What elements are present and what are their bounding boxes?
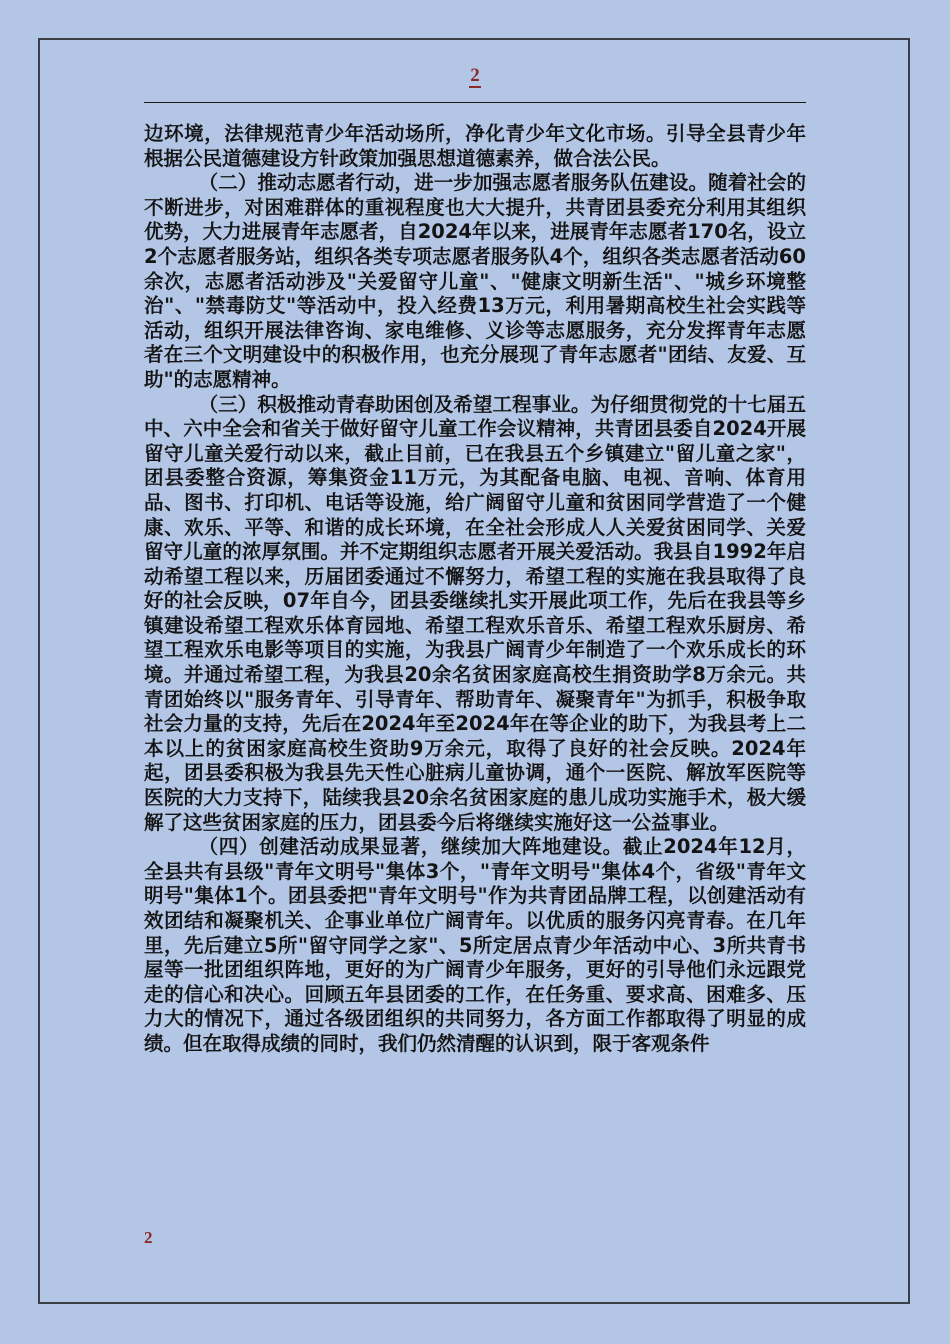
header-divider [144, 102, 806, 103]
paragraph-creation-activities: （四）创建活动成果显著，继续加大阵地建设。截止2024年12月，全县共有县级"青年文明号"集体3个，"青年文明号"集体4个，省级"青年文明号"集体1个。团县委把"青年文明号"作为共青团品牌工程，以创建活动有效团结和凝聚机关、企事业单位广阔青年。以优质的服务闪亮青春。在几年里，先后建立5所"留守同学之家"、5所定居点青少年活动中心、3所共青书屋等一批团组织阵地，更好的为广阔青少年服务，更好的引导他们永远跟党走的信心和决心。回顾五年县团委的工作，在任务重、要求高、困难多、压力大的情况下，通过各级团组织的共同努力，各方面工作都取得了明显的成绩。但在取得成绩的同时，我们仍然清醒的认识到，限于客观条件 [144, 835, 806, 1055]
footer-page-number: 2 [144, 1228, 153, 1247]
header-page-number-value: 2 [470, 65, 480, 86]
header-page-number [0, 64, 950, 88]
paragraph-hope-project: （三）积极推动青春助困创及希望工程事业。为仔细贯彻党的十七届五中、六中全会和省关于做好留守儿童工作会议精神，共青团县委自2024开展留守儿童关爱行动以来，截止目前，已在我县五个乡镇建立"留儿童之家"，团县委整合资源，筹集资金11万元，为其配备电脑、电视、音响、体育用品、图书、打印机、电话等设施，给广阔留守儿童和贫困同学营造了一个健康、欢乐、平等、和谐的成长环境，在全社会形成人人关爱贫困同学、关爱留守儿童的浓厚氛围。并不定期组织志愿者开展关爱活动。我县自1992年启动希望工程以来，历届团委通过不懈努力，希望工程的实施在我县取得了良好的社会反映，07年自今，团县委继续扎实开展此项工作，先后在我县等乡镇建设希望工程欢乐体育园地、希望工程欢乐音乐、希望工程欢乐厨房、希望工程欢乐电影等项目的实施，为我县广阔青少年制造了一个欢乐成长的环境。并通过希望工程，为我县20余名贫困家庭高校生捐资助学8万余元。共青团始终以"服务青年、引导青年、帮助青年、凝聚青年"为抓手，积极争取社会力量的支持，先后在2024年至2024年在等企业的助下，为我县考上二本以上的贫困家庭高校生资助9万余元，取得了良好的社会反映。2024年起，团县委积极为我县先天性心脏病儿童协调，通个一医院、解放军医院等医院的大力支持下，陆续我县20余名贫困家庭的患儿成功实施手术，极大缓解了这些贫困家庭的压力，团县委今后将继续实施好这一公益事业。 [144, 392, 806, 834]
document-body [144, 122, 806, 1057]
paragraph-volunteers: （二）推动志愿者行动，进一步加强志愿者服务队伍建设。随着社会的不断进步，对困难群体的重视程度也大大提升，共青团县委充分利用其组织优势，大力进展青年志愿者，自2024年以来，进展青年志愿者170名，设立2个志愿者服务站，组织各类专项志愿者服务队4个，组织各类志愿者活动60余次，志愿者活动涉及"关爱留守儿童"、"健康文明新生活"、"城乡环境整治"、"禁毒防艾"等活动中，投入经费13万元，利用暑期高校生社会实践等活动，组织开展法律咨询、家电维修、义诊等志愿服务，充分发挥青年志愿者在三个文明建设中的积极作用，也充分展现了青年志愿者"团结、友爱、互助"的志愿精神。 [144, 171, 806, 391]
paragraph-continuation: 边环境，法律规范青少年活动场所，净化青少年文化市场。引导全县青少年根据公民道德建设方针政策加强思想道德素养，做合法公民。 [144, 122, 806, 170]
